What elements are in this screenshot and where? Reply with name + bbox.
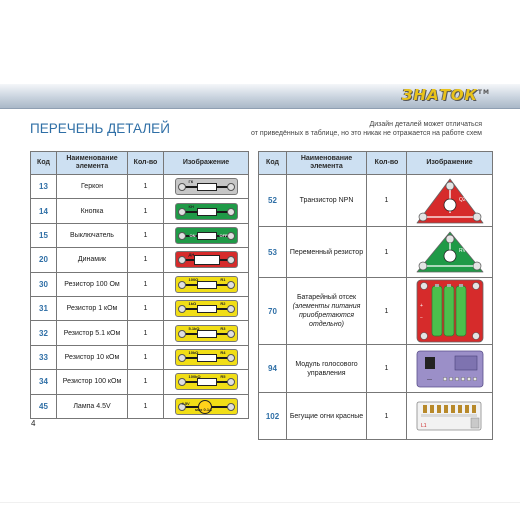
design-note xyxy=(251,120,482,138)
part-14-icon xyxy=(175,203,238,220)
battery-terminal-icon xyxy=(435,284,439,287)
part-qty: 1 xyxy=(128,296,164,320)
led-strip-label: L1 xyxy=(420,423,427,429)
part-qty: 1 xyxy=(128,199,164,223)
battery-cell-icon xyxy=(444,286,454,336)
part-code: 52 xyxy=(259,175,287,227)
part-name xyxy=(287,393,367,440)
component-body-icon xyxy=(197,378,217,386)
snap-contact-icon xyxy=(178,354,186,362)
part-name xyxy=(57,272,128,296)
chip-label: ДН xyxy=(188,252,195,258)
part-53-icon xyxy=(415,230,485,274)
pin-icon xyxy=(455,377,459,381)
led-pin-icon xyxy=(423,405,427,413)
column-header-image: Изображение xyxy=(164,152,249,175)
battery-cell-icon xyxy=(456,286,466,336)
column-header-name: Наименование элемента xyxy=(287,152,367,175)
chip-label: Q2 xyxy=(458,196,466,203)
table-row xyxy=(259,227,493,278)
chip-label: 100kΩ xyxy=(188,374,201,380)
part-name-text: Батарейный отсек xyxy=(296,294,357,301)
chip-label: R4 xyxy=(220,349,226,355)
snap-contact-icon xyxy=(227,183,235,191)
component-body-icon xyxy=(444,199,456,211)
part-name-text: Переменный резистор xyxy=(289,248,364,256)
part-45-icon xyxy=(175,398,238,415)
table-row xyxy=(31,248,249,272)
component-body-icon xyxy=(197,232,217,240)
part-image xyxy=(164,321,249,345)
table-row xyxy=(259,175,493,227)
pin-icon xyxy=(443,377,447,381)
snap-contact-icon xyxy=(419,262,427,270)
chip-icon xyxy=(455,356,477,370)
part-code: 13 xyxy=(31,175,57,199)
part-name-text: Лампа 4.5V xyxy=(73,402,111,410)
brand-logo: ЗНАТОК™ xyxy=(401,86,490,104)
snap-contact-icon xyxy=(446,182,454,190)
snap-contact-icon xyxy=(178,183,186,191)
component-body-icon xyxy=(197,305,217,313)
part-qty: 1 xyxy=(128,345,164,369)
column-header-code: Код xyxy=(259,152,287,175)
table-row xyxy=(259,345,493,393)
chip-label: R1 xyxy=(220,276,226,282)
snap-contact-icon xyxy=(473,213,481,221)
part-qty: 1 xyxy=(128,175,164,199)
part-name xyxy=(287,227,367,278)
column-header-image: Изображение xyxy=(407,152,493,175)
connector-icon xyxy=(471,418,479,428)
column-header-code: Код xyxy=(31,152,57,175)
part-name xyxy=(287,345,367,393)
table-row xyxy=(31,175,249,199)
snap-contact-icon xyxy=(178,281,186,289)
part-name xyxy=(57,248,128,272)
part-image xyxy=(407,175,493,227)
part-qty: 1 xyxy=(367,393,407,440)
snap-contact-icon xyxy=(473,262,481,270)
led-pin-icon xyxy=(451,405,455,413)
snap-contact-icon xyxy=(178,305,186,313)
part-code: 15 xyxy=(31,223,57,247)
part-image xyxy=(164,296,249,320)
part-image xyxy=(407,278,493,345)
part-name-text: Модуль голосового управления xyxy=(295,360,358,377)
snap-contact-icon xyxy=(472,283,479,290)
part-94-icon xyxy=(415,347,485,391)
part-qty: 1 xyxy=(128,223,164,247)
page-number: 4 xyxy=(31,419,36,428)
part-name-text: Геркон xyxy=(80,183,103,191)
table-row xyxy=(31,272,249,296)
part-32-icon xyxy=(175,325,238,342)
part-qty: 1 xyxy=(128,394,164,418)
snap-contact-icon xyxy=(227,330,235,338)
part-image xyxy=(407,227,493,278)
part-qty: 1 xyxy=(367,227,407,278)
part-name xyxy=(57,223,128,247)
part-qty: 1 xyxy=(367,278,407,345)
snap-contact-icon xyxy=(178,232,186,240)
part-13-icon xyxy=(175,178,238,195)
snap-contact-icon xyxy=(227,256,235,264)
component-body-icon xyxy=(197,281,217,289)
table-row xyxy=(31,394,249,418)
table-row xyxy=(31,199,249,223)
part-name-text: Транзистор NPN xyxy=(299,197,354,204)
part-code: 34 xyxy=(31,370,57,394)
part-name xyxy=(287,278,367,345)
component-body-icon xyxy=(197,183,217,191)
part-image xyxy=(164,223,249,247)
snap-contact-icon xyxy=(472,333,479,340)
part-name xyxy=(57,345,128,369)
led-pin-icon xyxy=(437,405,441,413)
part-name-text: Резистор 5.1 кОм xyxy=(63,329,121,337)
part-image xyxy=(164,199,249,223)
part-31-icon xyxy=(175,300,238,317)
snap-contact-icon xyxy=(227,305,235,313)
snap-contact-icon xyxy=(227,403,235,411)
part-30-icon xyxy=(175,276,238,293)
snap-contact-icon xyxy=(446,235,454,243)
chip-label: 1kΩ xyxy=(188,301,197,307)
snap-contact-icon xyxy=(420,333,427,340)
part-name-text: Резистор 100 Ом xyxy=(64,280,120,288)
part-code: 30 xyxy=(31,272,57,296)
part-name-text: Выключатель xyxy=(70,231,114,239)
column-header-name: Наименование элемента xyxy=(57,152,128,175)
part-qty: 1 xyxy=(128,370,164,394)
chip-label: 5.1kΩ xyxy=(188,325,200,331)
part-code: 70 xyxy=(259,278,287,345)
led-pin-icon xyxy=(472,405,476,413)
component-body-icon xyxy=(197,208,217,216)
chip-label: 4.5V xyxy=(181,400,190,406)
part-image xyxy=(164,272,249,296)
chip-label: RV xyxy=(458,248,466,254)
table-row xyxy=(31,370,249,394)
component-body-icon xyxy=(444,250,456,262)
led-pin-icon xyxy=(444,405,448,413)
strip-rail-icon xyxy=(421,414,477,417)
part-code: 14 xyxy=(31,199,57,223)
part-code: 31 xyxy=(31,296,57,320)
part-image xyxy=(164,394,249,418)
snap-contact-icon xyxy=(178,378,186,386)
part-name-text: Резистор 1 кОм xyxy=(66,305,118,313)
part-name xyxy=(57,296,128,320)
column-header-qty: Кол-во xyxy=(367,152,407,175)
pin-icon xyxy=(473,377,477,381)
component-body-icon xyxy=(197,354,217,362)
table-row xyxy=(31,223,249,247)
part-code: 45 xyxy=(31,394,57,418)
part-name xyxy=(57,394,128,418)
part-code: 53 xyxy=(259,227,287,278)
led-pin-icon xyxy=(465,405,469,413)
part-20-icon xyxy=(175,251,238,268)
part-name xyxy=(57,321,128,345)
led-pin-icon xyxy=(430,405,434,413)
part-name-text: Бегущие огни красные xyxy=(289,412,364,420)
part-name-text: Резистор 100 кОм xyxy=(62,378,122,386)
design-note-line-2: от приведённых в таблице, но это никак не отражается на работе схем xyxy=(251,130,482,137)
pin-icon xyxy=(449,377,453,381)
chip-label: 10kΩ xyxy=(188,349,199,355)
chip-label: R5 xyxy=(220,374,226,380)
chip-label: КН xyxy=(188,203,194,209)
part-qty: 1 xyxy=(128,321,164,345)
component-body-icon xyxy=(197,330,217,338)
snap-contact-icon xyxy=(420,283,427,290)
battery-cell-icon xyxy=(432,286,442,336)
battery-terminal-icon xyxy=(447,284,451,287)
display-icon xyxy=(425,357,435,369)
parts-table-left xyxy=(30,151,249,419)
parts-table-right xyxy=(258,151,493,440)
chip-label: ON xyxy=(189,232,196,238)
polarity-label: + xyxy=(419,303,423,309)
part-name-note: (элементы питания приобретаются отдельно) xyxy=(292,303,361,328)
part-15-icon xyxy=(175,227,238,244)
part-code: 94 xyxy=(259,345,287,393)
part-70-icon xyxy=(415,278,485,344)
page-title: ПЕРЕЧЕНЬ ДЕТАЛЕЙ xyxy=(30,121,170,136)
header-banner xyxy=(0,84,520,109)
part-qty: 1 xyxy=(367,175,407,227)
chip-label: R2 xyxy=(220,301,226,307)
table-row xyxy=(31,345,249,369)
part-name xyxy=(57,175,128,199)
part-image xyxy=(164,248,249,272)
chip-label: ГК xyxy=(188,179,194,185)
snap-contact-icon xyxy=(227,378,235,386)
polarity-label: − xyxy=(419,315,423,321)
part-34-icon xyxy=(175,373,238,390)
pin-icon xyxy=(461,377,465,381)
divider xyxy=(0,502,520,503)
design-note-line-1: Дизайн деталей может отличаться xyxy=(369,121,482,128)
led-pin-icon xyxy=(458,405,462,413)
snap-contact-icon xyxy=(178,256,186,264)
part-code: 33 xyxy=(31,345,57,369)
chip-label: OFF xyxy=(219,232,228,238)
part-name-text: Кнопка xyxy=(80,207,104,215)
table-row xyxy=(31,321,249,345)
part-qty: 1 xyxy=(128,272,164,296)
snap-contact-icon xyxy=(419,213,427,221)
table-row xyxy=(259,278,493,345)
battery-terminal-icon xyxy=(459,284,463,287)
chip-label: 100Ω xyxy=(188,276,199,282)
part-33-icon xyxy=(175,349,238,366)
snap-contact-icon xyxy=(227,208,235,216)
part-image xyxy=(164,370,249,394)
part-name xyxy=(287,175,367,227)
snap-contact-icon xyxy=(227,354,235,362)
snap-contact-icon xyxy=(178,208,186,216)
snap-contact-icon xyxy=(227,281,235,289)
snap-contact-icon xyxy=(178,330,186,338)
part-102-icon xyxy=(415,394,485,438)
part-qty: 1 xyxy=(367,345,407,393)
part-image xyxy=(164,175,249,199)
part-name-text: Динамик xyxy=(77,256,107,264)
part-image xyxy=(407,393,493,440)
part-code: 102 xyxy=(259,393,287,440)
part-52-icon xyxy=(415,177,485,225)
module-label: — xyxy=(426,376,432,383)
chip-label: мах 0.1А xyxy=(195,406,212,412)
component-body-icon xyxy=(194,255,220,265)
part-image xyxy=(407,345,493,393)
part-name xyxy=(57,199,128,223)
part-code: 32 xyxy=(31,321,57,345)
pin-icon xyxy=(467,377,471,381)
table-row xyxy=(259,393,493,440)
part-name xyxy=(57,370,128,394)
table-row xyxy=(31,296,249,320)
column-header-qty: Кол-во xyxy=(128,152,164,175)
part-qty: 1 xyxy=(128,248,164,272)
chip-label: R3 xyxy=(220,325,226,331)
part-code: 20 xyxy=(31,248,57,272)
part-image xyxy=(164,345,249,369)
part-name-text: Резистор 10 кОм xyxy=(64,353,120,361)
